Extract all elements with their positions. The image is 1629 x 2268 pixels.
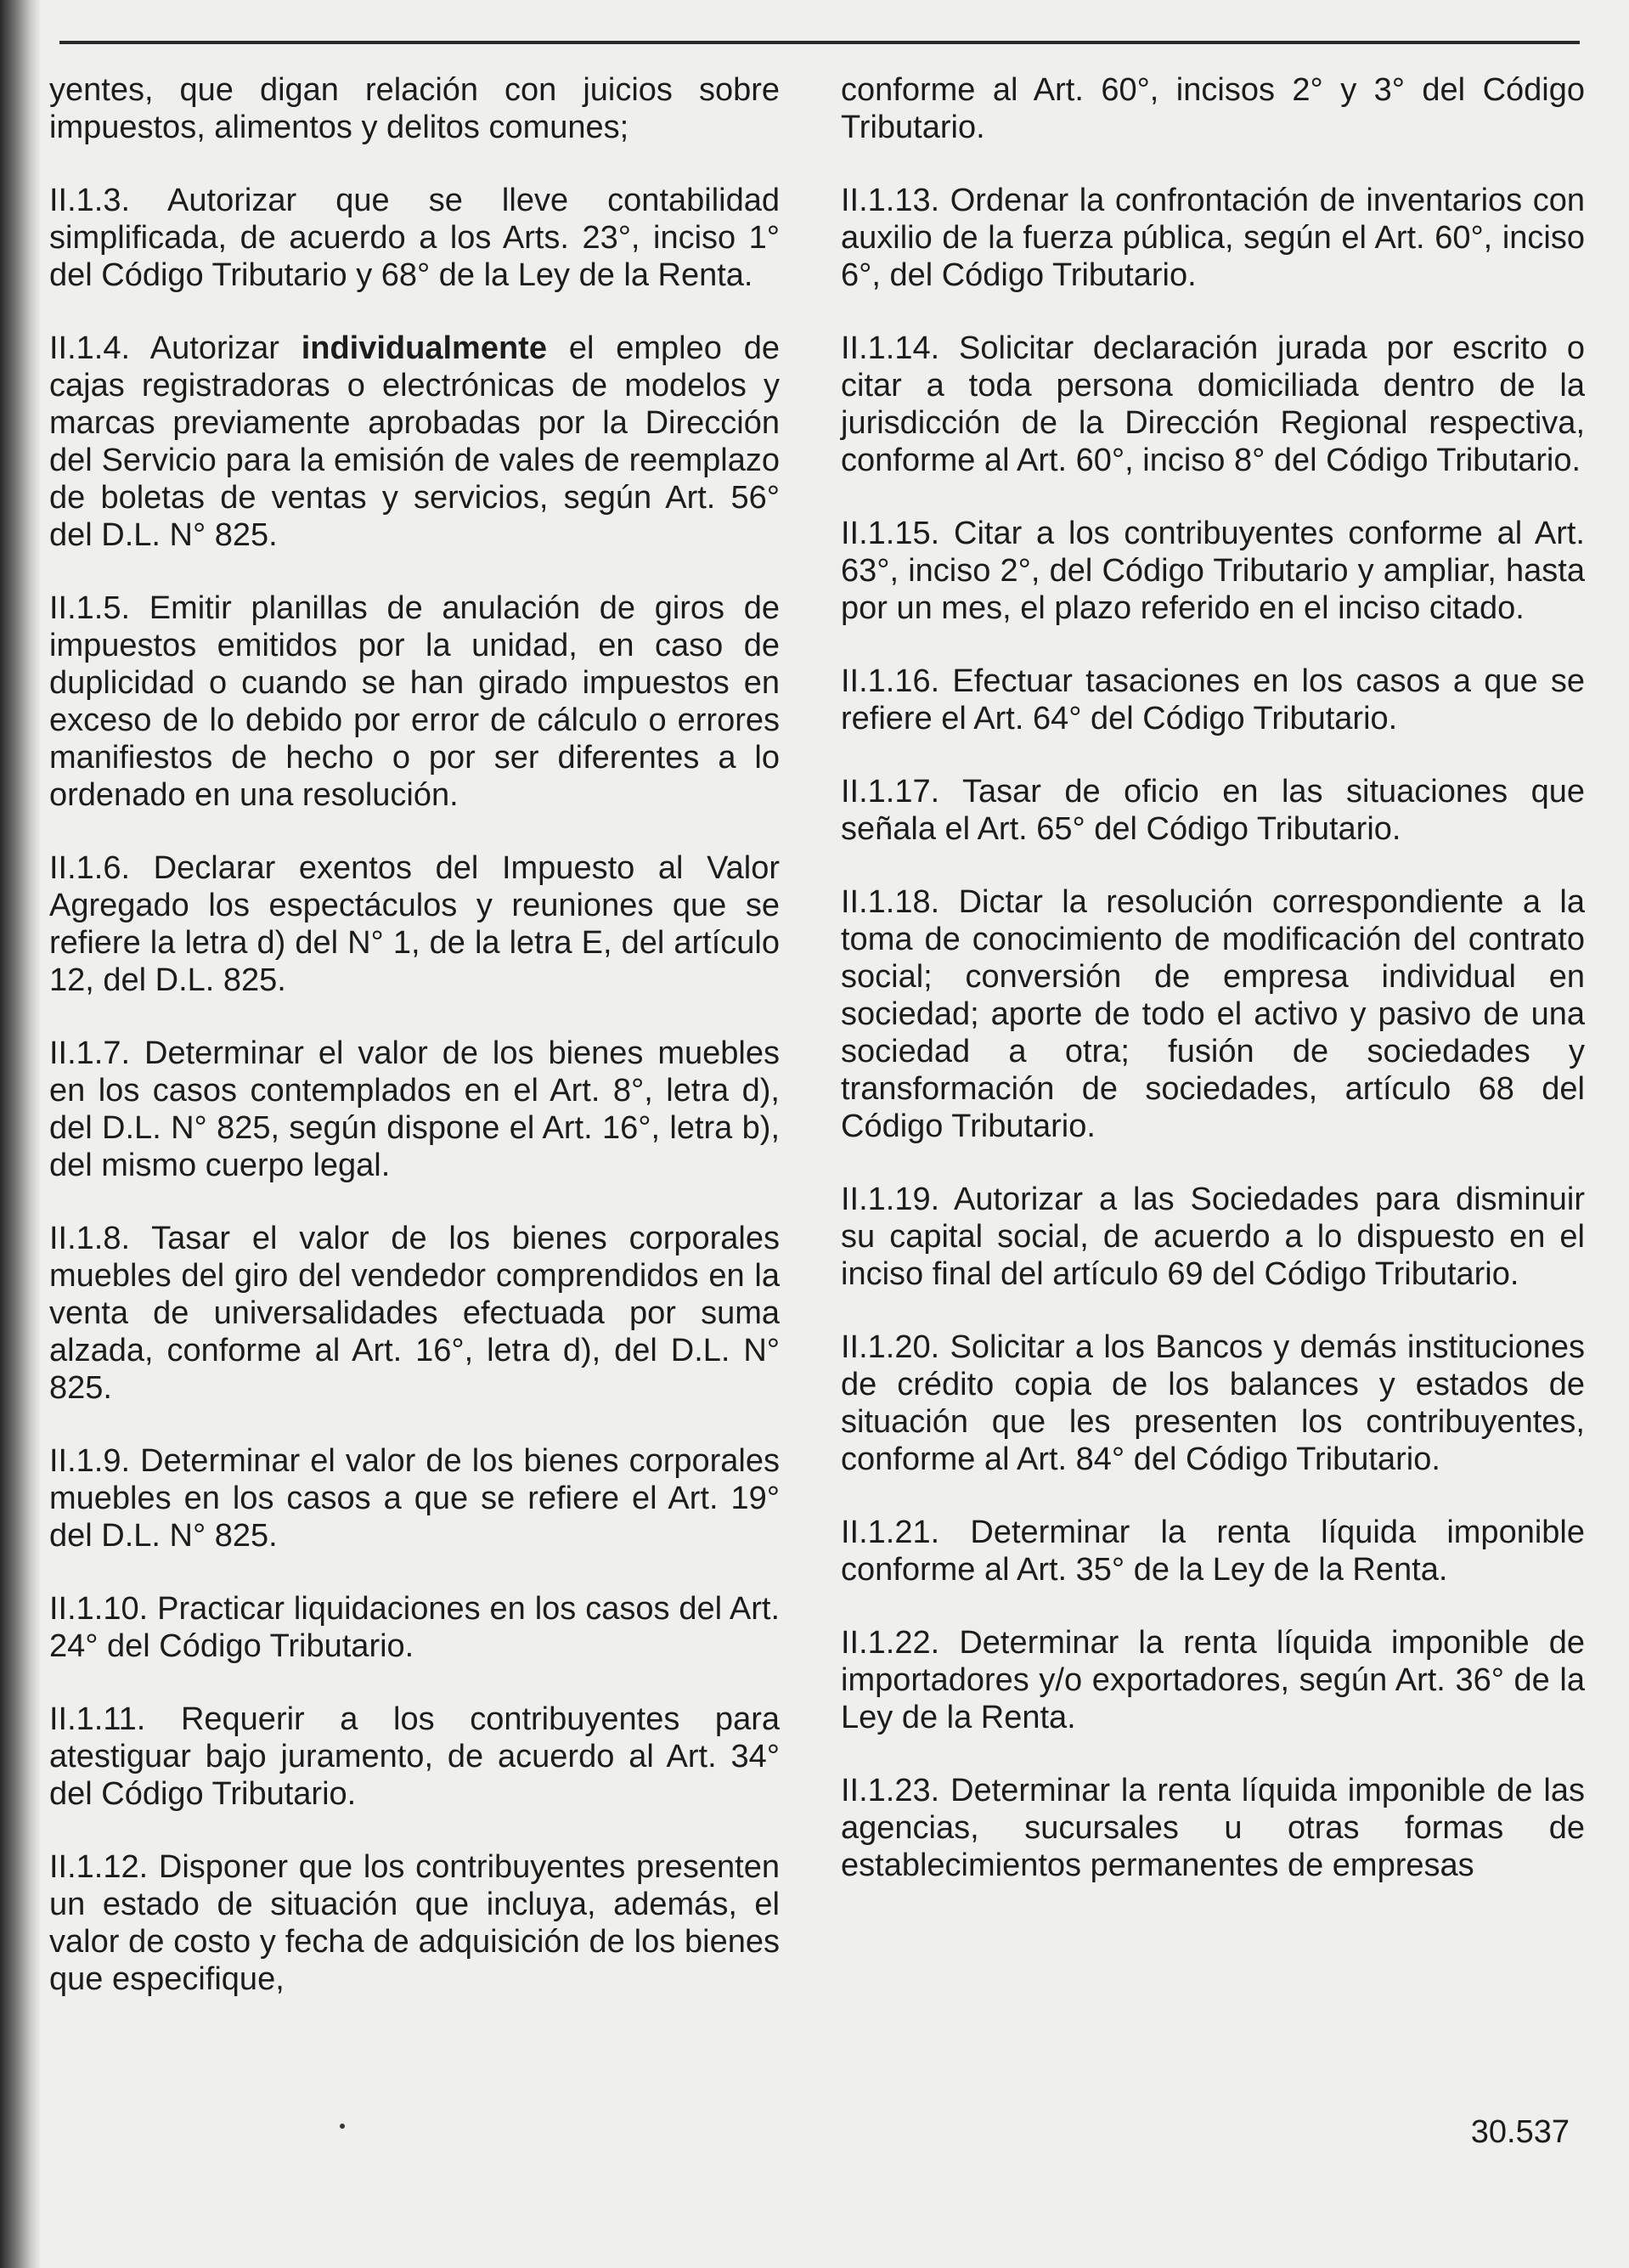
paragraph-ii-1-9: II.1.9. Determinar el valor de los bienes corporales muebles en los casos a que se refiere el Art. 19° del D.L. N° 825. [49, 1443, 780, 1554]
stray-dot-mark [340, 2124, 345, 2129]
paragraph-ii-1-19: II.1.19. Autorizar a las Sociedades para disminuir su capital social, de acuerdo a lo dispuesto en el inciso final del artículo 69 del Código Tributario. [841, 1182, 1585, 1292]
paragraph-ii-1-18: II.1.18. Dictar la resolución correspondiente a la toma de conocimiento de modificación del contrato social; conversión de empresa individual en sociedad; aporte de todo el activo y pasivo de una sociedad a otra; fusión de sociedades y transformación de sociedades, artículo 68 del Código Tributario. [841, 884, 1585, 1144]
header-rule [59, 41, 1580, 44]
emphasis-individualmente: individualmente [301, 330, 547, 366]
page-number: 30.537 [1470, 2114, 1570, 2150]
paragraph-ii-1-14: II.1.14. Solicitar declaración jurada por escrito o citar a toda persona domiciliada dentro de la jurisdicción de la Dirección Regional respectiva, conforme al Art. 60°, inciso 8° del Código Tributario. [841, 330, 1585, 478]
paragraph-ii-1-15: II.1.15. Citar a los contribuyentes conforme al Art. 63°, inciso 2°, del Código Tributario y ampliar, hasta por un mes, el plazo referido en el inciso citado. [841, 516, 1585, 626]
paragraph-ii-1-3: II.1.3. Autorizar que se lleve contabilidad simplificada, de acuerdo a los Arts. 23°, inciso 1° del Código Tributario y 68° de la Ley de la Renta. [49, 183, 780, 293]
paragraph-continuation: yentes, que digan relación con juicios sobre impuestos, alimentos y delitos comunes; [49, 72, 780, 145]
paragraph-ii-1-5: II.1.5. Emitir planillas de anulación de giros de impuestos emitidos por la unidad, en caso de duplicidad o cuando se han girado impuestos en exceso de lo debido por error de cálculo o errores manifiestos de hecho o por ser diferentes a lo ordenado en una resolución. [49, 590, 780, 813]
paragraph-ii-1-12-continuation: conforme al Art. 60°, incisos 2° y 3° del Código Tributario. [841, 72, 1585, 145]
paragraph-ii-1-11: II.1.11. Requerir a los contribuyentes para atestiguar bajo juramento, de acuerdo al Art. 34° del Código Tributario. [49, 1701, 780, 1812]
paragraph-ii-1-7: II.1.7. Determinar el valor de los bienes muebles en los casos contemplados en el Art. 8°, letra d), del D.L. N° 825, según dispone el Art. 16°, letra b), del mismo cuerpo legal. [49, 1035, 780, 1183]
paragraph-ii-1-10: II.1.10. Practicar liquidaciones en los casos del Art. 24° del Código Tributario. [49, 1591, 780, 1664]
left-column [49, 71, 780, 2034]
paragraph-ii-1-4 [49, 330, 780, 554]
paragraph-ii-1-23: II.1.23. Determinar la renta líquida imponible de las agencias, sucursales u otras formas de establecimientos permanentes de empresas [841, 1773, 1585, 1883]
paragraph-ii-1-8: II.1.8. Tasar el valor de los bienes corporales muebles del giro del vendedor comprendidos en la venta de universalidades efectuada por suma alzada, conforme al Art. 16°, letra d), del D.L. N° 825. [49, 1221, 780, 1406]
paragraph-ii-1-4-rest: el empleo de cajas registradoras o electrónicas de modelos y marcas previamente aprobadas por la Dirección del Servicio para la emisión de vales de reemplazo de boletas de ventas y servicios, según Art. 56° del D.L. N° 825. [49, 330, 780, 553]
page-binding-shadow [0, 0, 41, 2268]
paragraph-ii-1-12: II.1.12. Disponer que los contribuyentes presenten un estado de situación que incluya, además, el valor de costo y fecha de adquisición de los bienes que especifique, [49, 1849, 780, 1997]
paragraph-ii-1-21: II.1.21. Determinar la renta líquida imponible conforme al Art. 35° de la Ley de la Renta. [841, 1515, 1585, 1588]
paragraph-ii-1-13: II.1.13. Ordenar la confrontación de inventarios con auxilio de la fuerza pública, según el Art. 60°, inciso 6°, del Código Tributario. [841, 183, 1585, 293]
right-column [841, 71, 1585, 1920]
paragraph-ii-1-16: II.1.16. Efectuar tasaciones en los casos a que se refiere el Art. 64° del Código Tributario. [841, 663, 1585, 736]
paragraph-ii-1-17: II.1.17. Tasar de oficio en las situaciones que señala el Art. 65° del Código Tributario. [841, 774, 1585, 847]
paragraph-ii-1-4-lead: II.1.4. Autorizar [49, 330, 302, 366]
paragraph-ii-1-20: II.1.20. Solicitar a los Bancos y demás instituciones de crédito copia de los balances y estados de situación que les presenten los contribuyentes, conforme al Art. 84° del Código Tributario. [841, 1329, 1585, 1477]
paragraph-ii-1-22: II.1.22. Determinar la renta líquida imponible de importadores y/o exportadores, según Art. 36° de la Ley de la Renta. [841, 1625, 1585, 1735]
paragraph-ii-1-6: II.1.6. Declarar exentos del Impuesto al Valor Agregado los espectáculos y reuniones que se refiere la letra d) del N° 1, de la letra E, del artículo 12, del D.L. 825. [49, 850, 780, 998]
